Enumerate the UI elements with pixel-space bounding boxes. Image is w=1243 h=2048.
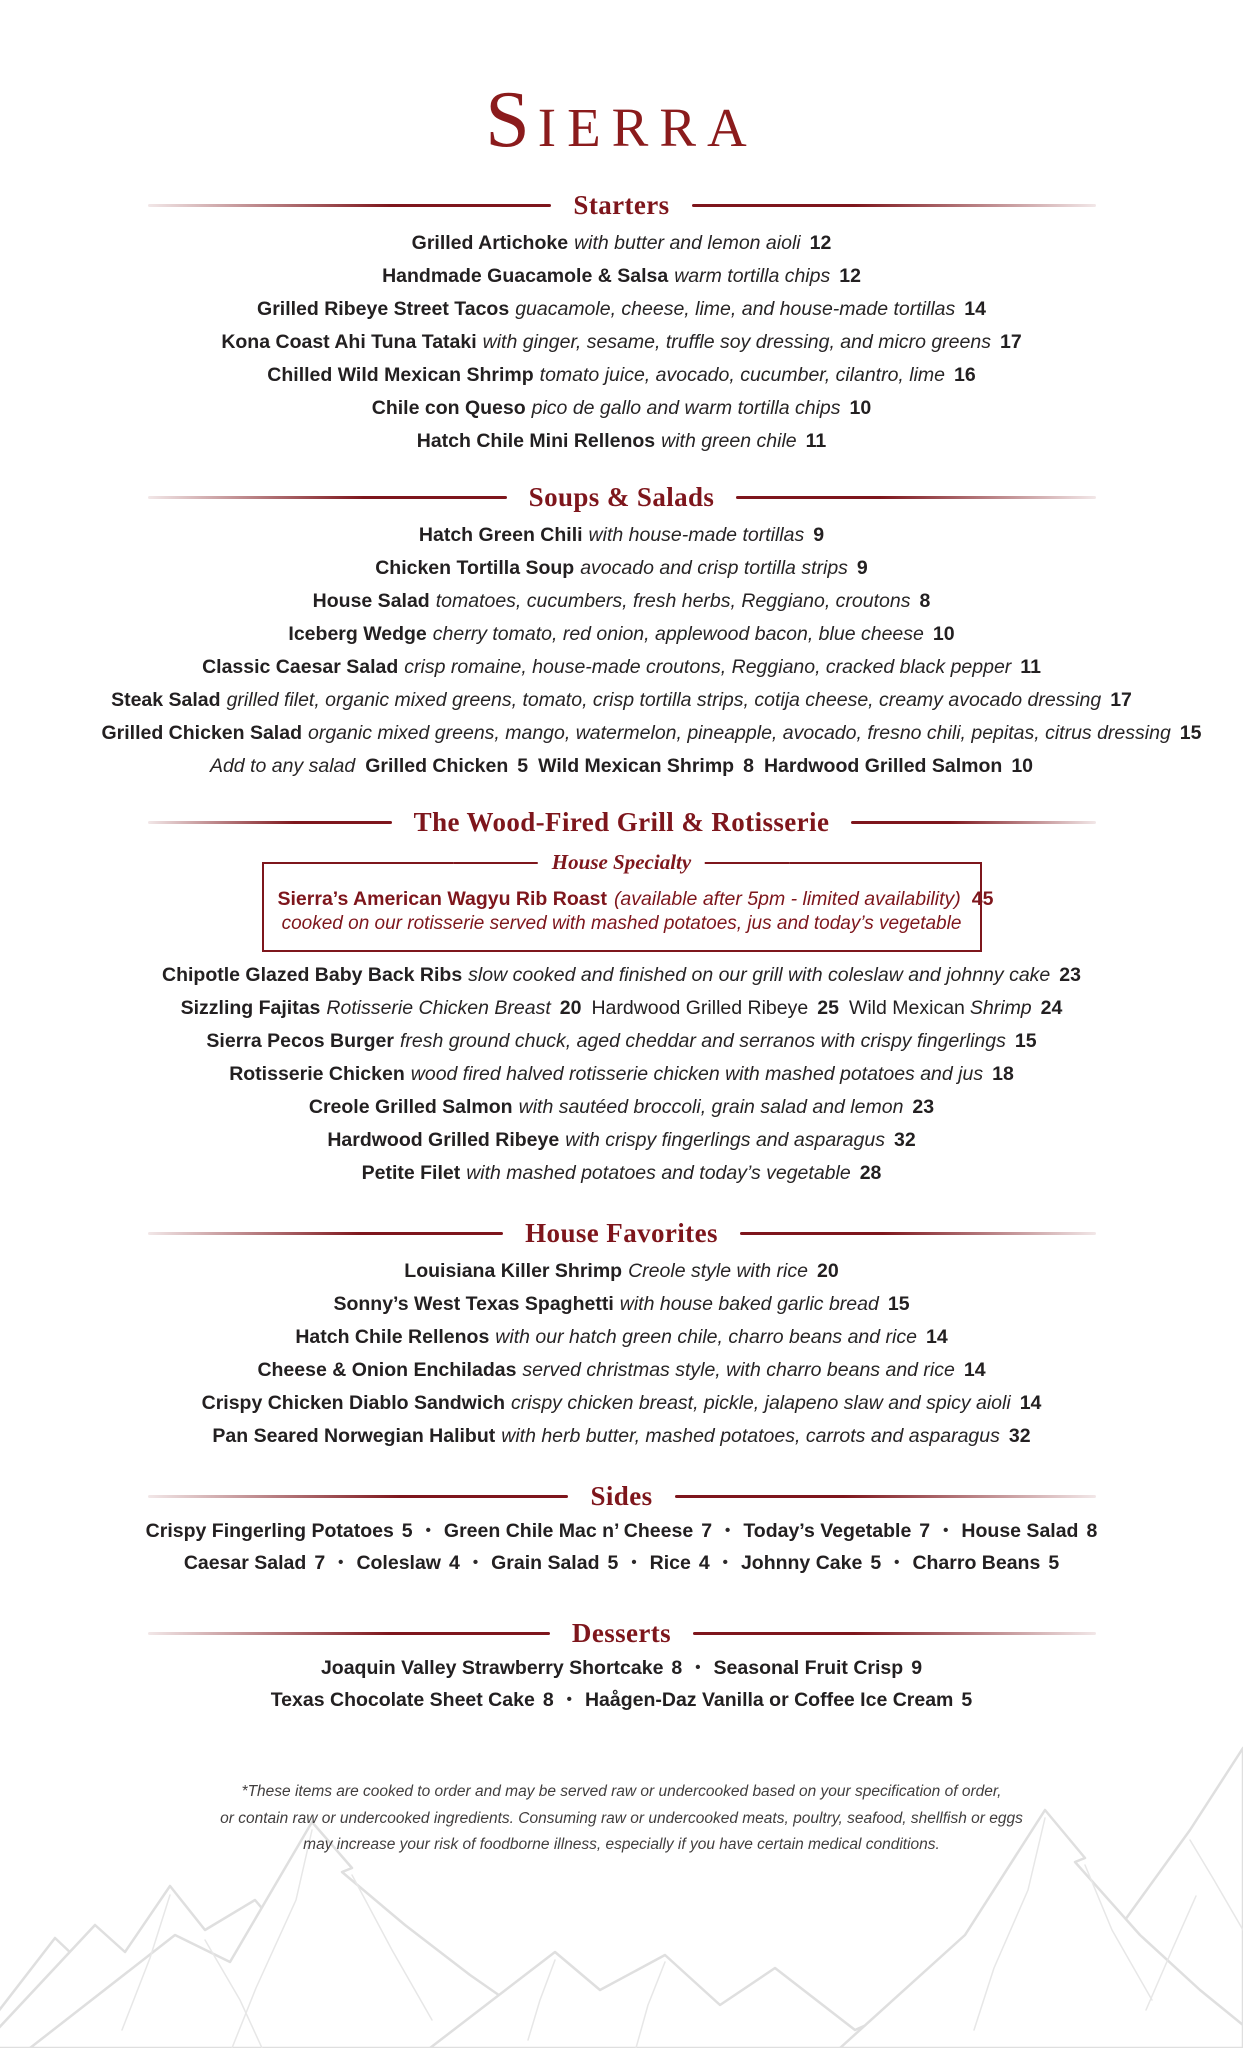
item-description: with mashed potatoes and today’s vegetable [466,1162,851,1184]
item-price: 14 [925,1326,948,1348]
rule-line [148,821,392,824]
item-description: guacamole, cheese, lime, and house-made tortillas [515,298,956,320]
side-name: Charro Beans [912,1552,1041,1574]
item-name: Sierra Pecos Burger [206,1030,394,1052]
section-heading-sides [148,1481,1096,1512]
rule-line [675,1495,1096,1498]
item-name: Hardwood Grilled Ribeye [327,1129,560,1151]
side-name: Crispy Fingerling Potatoes [145,1520,394,1542]
item-description: with house baked garlic bread [619,1293,879,1315]
item-name: Chipotle Glazed Baby Back Ribs [162,964,463,986]
item-price: 15 [1014,1030,1037,1052]
option-price: 20 [559,997,582,1019]
grill-items [102,964,1142,1184]
item-name: Chicken Tortilla Soup [375,557,575,579]
menu-item [102,623,1142,645]
item-description: Creole style with rice [628,1260,808,1282]
item-name: Steak Salad [111,689,221,711]
item-name: Sonny’s West Texas Spaghetti [333,1293,614,1315]
addon-name: Hardwood Grilled Salmon [763,755,1003,777]
section-title: The Wood-Fired Grill & Rotisserie [413,807,830,837]
item-description: cherry tomato, red onion, applewood bacon, blue cheese [432,623,924,645]
soups-salads-items [101,524,1202,777]
item-name: Petite Filet [361,1162,461,1184]
rule-line [148,496,507,499]
side-name: Grain Salad [491,1552,600,1574]
item-price: 45 [971,888,994,910]
item-name: Pan Seared Norwegian Halibut [212,1425,496,1447]
item-price: 17 [999,331,1022,353]
dessert-name: Joaquin Valley Strawberry Shortcake [320,1657,664,1679]
sides-line-1 [102,1520,1142,1544]
menu-item [102,524,1142,546]
bullet-separator: • [894,1554,900,1571]
item-description: slow cooked and finished on our grill with coleslaw and johnny cake [468,964,1051,986]
dessert-name: Texas Chocolate Sheet Cake [270,1689,535,1711]
item-price: 17 [1110,689,1132,711]
menu-item [102,1425,1142,1447]
side-name: House Salad [961,1520,1079,1542]
logo-initial: S [485,76,538,164]
side-price: 5 [607,1552,619,1574]
side-price: 8 [1086,1520,1098,1542]
disclaimer-line: *These items are cooked to order and may be served raw or undercooked based on your specification of order, [241,1783,1002,1800]
side-price: 7 [701,1520,713,1542]
fajitas-option: Hardwood Grilled Ribeye [591,997,809,1019]
option-price: 24 [1040,997,1063,1019]
menu-item [102,1293,1142,1315]
section-title: Soups & Salads [528,482,715,512]
rule-line [740,1232,1096,1235]
item-description: with butter and lemon aioli [574,232,801,254]
item-description: crisp romaine, house-made croutons, Reggiano, cracked black pepper [404,656,1012,678]
dessert-price: 5 [961,1689,973,1711]
item-price: 9 [813,524,825,546]
item-name: Rotisserie Chicken [229,1063,405,1085]
dessert-price: 9 [911,1657,923,1679]
item-name: Chile con Queso [371,397,526,419]
specialty-item [277,888,994,910]
item-price: 14 [963,1359,986,1381]
sides-line-2 [102,1552,1142,1576]
addon-prefix: Add to any salad [209,755,356,777]
specialty-description: cooked on our rotisserie served with mashed potatoes, jus and today’s vegetable [281,913,962,934]
item-price: 10 [932,623,955,645]
house-specialty-label [453,850,790,875]
option-price: 25 [817,997,839,1019]
item-description: with sautéed broccoli, grain salad and lemon [518,1096,904,1118]
section-title: Starters [573,190,670,220]
menu-item [101,722,1202,744]
item-price: 11 [805,430,827,452]
side-name: Green Chile Mac n’ Cheese [443,1520,694,1542]
menu-item [102,656,1142,678]
menu-item [102,397,1142,419]
menu-item [102,298,1142,320]
restaurant-logo [102,76,1142,164]
menu-item [102,430,1142,452]
menu-item [102,364,1142,386]
rule-line [705,862,790,864]
item-name: Hatch Green Chili [418,524,583,546]
menu-item [102,1260,1142,1282]
menu-page [101,0,1202,1859]
item-price: 15 [1179,722,1202,744]
house-favorites-items [102,1260,1142,1447]
item-note: (available after 5pm - limited availability) [613,888,961,910]
menu-item [102,1392,1142,1414]
rule-line [453,862,538,864]
side-name: Rice [649,1552,691,1574]
menu-item [102,590,1142,612]
item-description: tomato juice, avocado, cucumber, cilantro, lime [539,364,946,386]
section-heading-grill-rotisserie [148,807,1096,838]
item-price: 23 [1059,964,1081,986]
item-description: with herb butter, mashed potatoes, carrots and asparagus [501,1425,1000,1447]
item-price: 18 [992,1063,1014,1085]
section-heading-soups-salads [148,482,1096,513]
disclaimer-line: or contain raw or undercooked ingredients. Consuming raw or undercooked meats, poultry, seafood, shellfish or eggs [220,1809,1023,1827]
item-name: Kona Coast Ahi Tuna Tataki [221,331,477,353]
bullet-separator: • [566,1691,572,1708]
item-description: grilled filet, organic mixed greens, tomato, crisp tortilla strips, cotija cheese, creamy avocado dressing [226,689,1102,711]
desserts-line-2 [102,1689,1142,1713]
item-name: Grilled Artichoke [411,232,569,254]
menu-item [102,1030,1142,1052]
side-name: Coleslaw [356,1552,441,1574]
item-name: Crispy Chicken Diablo Sandwich [201,1392,506,1414]
item-price: 11 [1020,656,1041,678]
item-name: Hatch Chile Rellenos [295,1326,490,1348]
menu-item [102,689,1142,711]
addon-name: Grilled Chicken [365,755,509,777]
dessert-name: Seasonal Fruit Crisp [713,1657,904,1679]
item-price: 32 [893,1129,916,1151]
item-description: with crispy fingerlings and asparagus [565,1129,885,1151]
bullet-separator: • [472,1554,479,1571]
item-name: Grilled Ribeye Street Tacos [257,298,510,320]
fajitas-option: Wild Mexican [848,997,965,1019]
bullet-separator: • [943,1522,949,1539]
item-price: 12 [839,265,861,287]
section-heading-house-favorites [148,1218,1096,1249]
menu-item [102,232,1142,254]
desserts-line-1 [102,1657,1142,1681]
item-description: wood fired halved rotisserie chicken with mashed potatoes and jus [410,1063,984,1085]
item-description: with ginger, sesame, truffle soy dressing, and micro greens [482,331,991,353]
item-price: 16 [954,364,976,386]
item-description: with green chile [661,430,797,452]
fajitas-item [102,997,1142,1019]
dessert-price: 8 [542,1689,554,1711]
item-price: 8 [919,590,931,612]
item-description: crispy chicken breast, pickle, jalapeno slaw and spicy aioli [511,1392,1011,1414]
side-price: 5 [870,1552,882,1574]
side-price: 5 [401,1520,413,1542]
logo-rest: IERRA [537,97,758,158]
bullet-separator: • [631,1554,637,1571]
bullet-separator: • [695,1659,701,1676]
rule-line [148,1495,569,1498]
item-name: Handmade Guacamole & Salsa [382,265,669,287]
menu-item [102,1129,1142,1151]
item-description: with our hatch green chile, charro beans and rice [495,1326,917,1348]
dessert-price: 8 [671,1657,683,1679]
item-price: 32 [1008,1425,1031,1447]
bullet-separator: • [725,1522,731,1539]
item-description: served christmas style, with charro beans and rice [522,1359,955,1381]
menu-item [102,1063,1142,1085]
menu-item [102,557,1142,579]
menu-item [102,1326,1142,1348]
item-name: Iceberg Wedge [288,623,427,645]
item-description: pico de gallo and warm tortilla chips [531,397,841,419]
item-description: with house-made tortillas [588,524,805,546]
item-name: Hatch Chile Mini Rellenos [416,430,656,452]
addon-price: 8 [743,755,754,777]
menu-item [102,964,1142,986]
menu-item [102,265,1142,287]
addon-price: 10 [1011,755,1034,777]
item-price: 28 [859,1162,882,1184]
side-name: Johnny Cake [740,1552,863,1574]
menu-item [102,1359,1142,1381]
rule-line [148,204,552,207]
item-name: Creole Grilled Salmon [308,1096,513,1118]
item-name: Grilled Chicken Salad [101,722,302,744]
item-description: fresh ground chuck, aged cheddar and serranos with crispy fingerlings [399,1030,1006,1052]
item-price: 14 [964,298,986,320]
item-name: Louisiana Killer Shrimp [404,1260,623,1282]
side-price: 4 [698,1552,710,1574]
section-title: Desserts [571,1618,672,1648]
item-price: 15 [887,1293,910,1315]
item-name: House Salad [312,590,430,612]
house-specialty-box [262,850,994,952]
disclaimer [102,1779,1142,1859]
salad-addons-line [102,755,1142,777]
item-name: Sierra’s American Wagyu Rib Roast [277,888,607,910]
item-price: 20 [816,1260,839,1282]
side-price: 7 [919,1520,931,1542]
disclaimer-line: may increase your risk of foodborne illness, especially if you have certain medical conditions. [303,1836,940,1853]
item-price: 10 [849,397,872,419]
item-name: Classic Caesar Salad [202,656,399,678]
bullet-separator: • [425,1522,431,1539]
rule-line [692,204,1096,207]
item-description: avocado and crisp tortilla strips [580,557,848,579]
item-description: warm tortilla chips [674,265,831,287]
menu-item [102,331,1142,353]
item-name: Cheese & Onion Enchiladas [257,1359,517,1381]
item-name: Chilled Wild Mexican Shrimp [267,364,534,386]
section-heading-starters [148,190,1096,221]
fajitas-option-em: Shrimp [969,997,1032,1019]
menu-item [102,1162,1142,1184]
side-price: 5 [1048,1552,1060,1574]
rule-line [148,1232,504,1235]
house-specialty-title: House Specialty [551,850,692,874]
side-name: Caesar Salad [183,1552,307,1574]
item-description: organic mixed greens, mango, watermelon, pineapple, avocado, fresno chili, pepitas, citrus dressing [307,722,1171,744]
bullet-separator: • [722,1554,728,1571]
starters-items [102,232,1142,452]
rule-line [736,496,1095,499]
item-price: 14 [1019,1392,1042,1414]
fajitas-option: Rotisserie Chicken Breast [326,997,551,1019]
item-price: 23 [912,1096,935,1118]
addon-price: 5 [517,755,529,777]
item-name: Sizzling Fajitas [180,997,321,1019]
addon-name: Wild Mexican Shrimp [538,755,735,777]
item-price: 12 [809,232,832,254]
side-price: 4 [448,1552,460,1574]
side-name: Today’s Vegetable [743,1520,912,1542]
bullet-separator: • [338,1554,344,1571]
section-title: Sides [590,1481,653,1511]
rule-line [148,1632,550,1635]
section-heading-desserts [148,1618,1096,1649]
dessert-name: Haågen-Daz Vanilla or Coffee Ice Cream [584,1689,954,1711]
rule-line [851,821,1095,824]
side-price: 7 [314,1552,326,1574]
menu-item [102,1096,1142,1118]
item-description: tomatoes, cucumbers, fresh herbs, Reggiano, croutons [435,590,911,612]
rule-line [693,1632,1095,1635]
section-title: House Favorites [525,1218,718,1248]
item-price: 9 [856,557,868,579]
